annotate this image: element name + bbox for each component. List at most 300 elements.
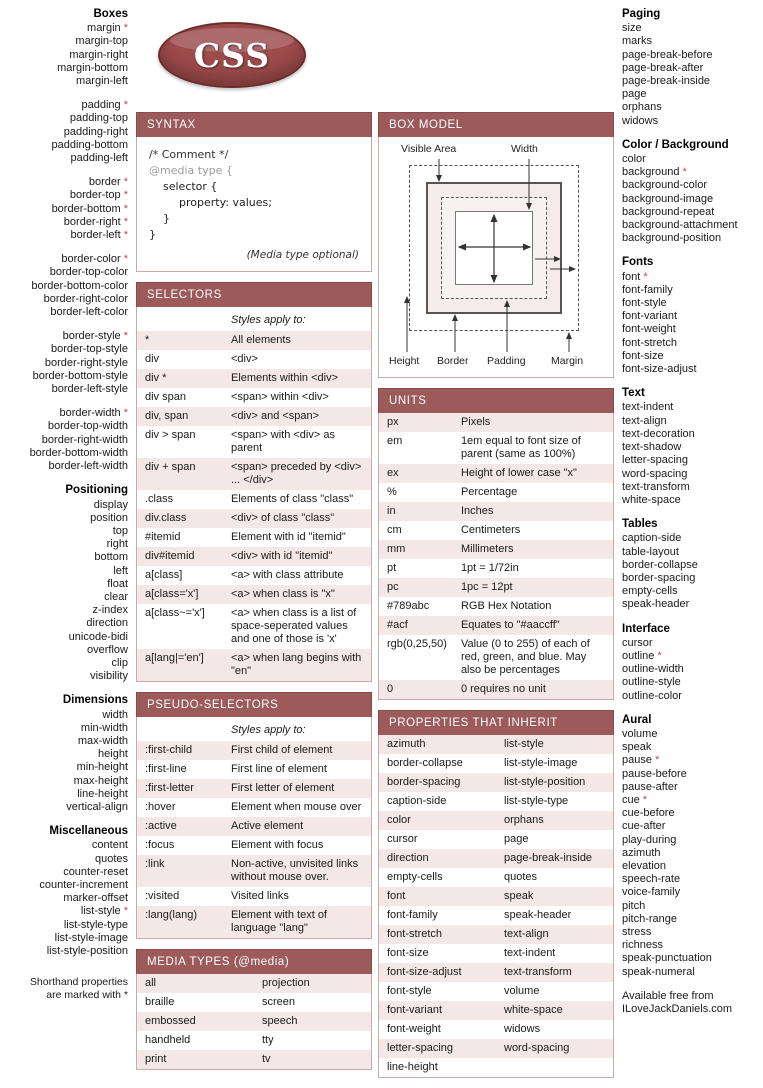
right-property-item: caption-side xyxy=(622,532,682,545)
unit-row xyxy=(379,559,613,578)
right-property-item: speak-punctuation xyxy=(622,952,712,965)
inherit-row-right: text-indent xyxy=(504,947,556,959)
unit-row xyxy=(379,483,613,502)
selector-row-desc: All elements xyxy=(223,331,371,350)
label-visible-area: Visible Area xyxy=(401,143,457,155)
left-property-group xyxy=(0,330,128,396)
selector-row-desc: <span> within <div> xyxy=(231,391,329,403)
selector-row xyxy=(137,369,371,388)
left-property-group-title: Boxes xyxy=(93,8,128,20)
unit-row xyxy=(379,578,613,597)
left-property-group xyxy=(0,825,128,958)
right-property-group xyxy=(622,623,763,703)
left-footer-line: Shorthand properties xyxy=(29,976,128,988)
left-property-item: margin * xyxy=(87,22,128,35)
right-property-item: text-indent xyxy=(622,401,674,414)
unit-row xyxy=(379,635,613,680)
inherit-row-right: white-space xyxy=(496,1001,613,1020)
right-property-group-title: Color / Background xyxy=(622,138,729,151)
unit-name: px xyxy=(379,413,453,432)
pseudo-selector-row-header xyxy=(137,717,371,741)
selector-row-desc: Element with id "itemid" xyxy=(231,531,346,543)
middle-column xyxy=(136,112,372,1080)
left-footer-line: are marked with * xyxy=(46,989,128,1001)
label-border: Border xyxy=(437,355,469,367)
empty-cell xyxy=(137,717,223,741)
selector-row-key: div > span xyxy=(145,429,196,441)
inherit-row xyxy=(379,811,613,830)
right-property-item: text-align xyxy=(622,414,667,427)
pseudo-selector-row-desc: Visited links xyxy=(231,890,289,902)
right-property-item: orphans xyxy=(622,101,662,114)
unit-row xyxy=(379,521,613,540)
selector-row xyxy=(137,458,371,490)
left-property-item: max-width xyxy=(77,734,128,747)
left-property-item: border * xyxy=(88,176,128,189)
right-property-item: size xyxy=(622,22,642,35)
right-property-group xyxy=(622,256,763,376)
right-property-item: cue-after xyxy=(622,820,666,833)
left-property-group xyxy=(0,176,128,242)
right-property-item: page-break-before xyxy=(622,48,713,61)
left-property-item: line-height xyxy=(77,787,128,800)
pseudo-selector-row-key: :first-line xyxy=(145,763,187,775)
unit-name: mm xyxy=(379,540,453,559)
left-property-item: right xyxy=(106,538,128,551)
selectors-panel xyxy=(136,282,372,682)
selector-row-desc: <span> preceded by <div> ... </div> xyxy=(223,458,371,490)
inherit-row-right: page-break-inside xyxy=(496,849,613,868)
right-property-item: background * xyxy=(622,166,687,179)
left-property-item: border-left * xyxy=(70,229,128,242)
pseudo-selectors-panel xyxy=(136,692,372,939)
unit-row xyxy=(379,597,613,616)
right-property-group xyxy=(622,518,763,611)
inherit-row-left: font-size-adjust xyxy=(379,963,496,982)
selector-row-desc: <a> with class attribute xyxy=(231,569,344,581)
inherit-row-right: text-align xyxy=(496,925,613,944)
left-property-item: min-height xyxy=(76,761,128,774)
inherit-row xyxy=(379,773,613,792)
unit-description: Height of lower case "x" xyxy=(453,464,613,483)
left-property-item: width xyxy=(102,708,128,721)
right-property-column xyxy=(622,8,763,990)
inherit-row-left: color xyxy=(379,811,496,830)
left-property-group xyxy=(0,694,128,814)
left-property-item: border-right-style xyxy=(44,356,128,369)
unit-row xyxy=(379,432,613,464)
selector-row xyxy=(137,566,371,585)
inherit-row-right: text-transform xyxy=(496,963,613,982)
inherit-row-left: empty-cells xyxy=(387,871,443,883)
selector-row-key: #itemid xyxy=(145,531,181,543)
syntax-line-property: property: values; xyxy=(179,196,272,209)
right-property-item: voice-family xyxy=(622,886,681,899)
selector-row-header xyxy=(137,307,371,331)
shorthand-star: * xyxy=(120,253,128,266)
right-property-item: cue-before xyxy=(622,807,675,820)
inherit-row xyxy=(379,830,613,849)
selector-row-key: .class xyxy=(145,493,174,505)
right-property-item: pitch-range xyxy=(622,912,678,925)
media-type-row xyxy=(137,1012,371,1031)
left-property-item: border-right-width xyxy=(41,433,128,446)
inherit-row-left: font-weight xyxy=(387,1023,441,1035)
shorthand-star: * xyxy=(120,176,128,189)
inherit-row xyxy=(379,1058,613,1077)
right-property-item: page-break-after xyxy=(622,61,704,74)
selector-row-key: div * xyxy=(137,369,223,388)
selectors-heading: SELECTORS xyxy=(136,282,372,307)
right-property-group xyxy=(622,387,763,507)
right-property-item: play-during xyxy=(622,833,677,846)
unit-name: % xyxy=(387,486,397,498)
right-property-item: font-stretch xyxy=(622,336,678,349)
inherit-row xyxy=(379,944,613,963)
inherit-row xyxy=(379,925,613,944)
left-property-item: list-style * xyxy=(80,905,128,918)
inherit-row xyxy=(379,754,613,773)
shorthand-star: * xyxy=(120,407,128,420)
inherit-row-right: widows xyxy=(504,1023,541,1035)
pseudo-selector-row-key: :first-letter xyxy=(137,779,223,798)
left-property-item: padding-right xyxy=(63,125,128,138)
unit-row xyxy=(379,464,613,483)
right-property-item: background-position xyxy=(622,232,722,245)
left-property-item: padding * xyxy=(81,99,128,112)
left-property-item: border-bottom-color xyxy=(31,279,128,292)
left-property-group xyxy=(0,253,128,319)
pseudo-selector-row xyxy=(137,779,371,798)
right-property-item: font-variant xyxy=(622,310,678,323)
pseudo-selector-row xyxy=(137,741,371,760)
pseudo-selectors-table xyxy=(137,717,371,938)
right-property-item: border-spacing xyxy=(622,571,696,584)
media-type-row-left: braille xyxy=(145,996,175,1008)
selector-row-desc: Elements of class "class" xyxy=(231,493,354,505)
selector-row xyxy=(137,528,371,547)
left-property-group xyxy=(0,8,128,88)
unit-description: 0 requires no unit xyxy=(453,680,613,699)
right-property-item: pause-before xyxy=(622,767,687,780)
pseudo-selector-row xyxy=(137,798,371,817)
left-footer xyxy=(0,976,128,1002)
box-model-arrows xyxy=(379,137,615,377)
left-property-group-title: Dimensions xyxy=(62,694,128,707)
inherit-row-left: cursor xyxy=(387,833,418,845)
box-model-diagram xyxy=(379,137,613,377)
label-padding: Padding xyxy=(487,355,526,367)
selector-row-desc: <div> xyxy=(231,353,258,365)
left-property-item: clear xyxy=(104,590,128,603)
left-property-item: padding-bottom xyxy=(51,138,128,151)
left-property-item: margin-right xyxy=(69,48,128,61)
right-property-item: background-attachment xyxy=(622,219,738,232)
media-types-table xyxy=(137,974,371,1069)
left-property-item: list-style-type xyxy=(63,918,128,931)
inherit-row-left: letter-spacing xyxy=(379,1039,496,1058)
left-property-item: border-left-width xyxy=(48,460,128,473)
selector-row-key: a[class='x'] xyxy=(137,585,223,604)
right-property-item: outline * xyxy=(622,649,662,662)
left-property-item: content xyxy=(91,839,128,852)
label-margin: Margin xyxy=(551,355,584,367)
selector-row-desc: <a> when lang begins with "en" xyxy=(223,649,371,681)
shorthand-star: * xyxy=(654,649,662,662)
inherit-row xyxy=(379,868,613,887)
pseudo-selector-row-key: :active xyxy=(137,817,223,836)
shorthand-star: * xyxy=(120,330,128,343)
right-property-group xyxy=(622,714,763,979)
selector-row-key: div + span xyxy=(137,458,223,490)
selector-row-key: a[class] xyxy=(145,569,183,581)
selector-row-key: * xyxy=(137,331,223,350)
left-property-item: max-height xyxy=(73,774,128,787)
pseudo-selector-row-key: :link xyxy=(137,855,223,887)
inherit-row-right: list-style xyxy=(496,735,613,754)
selector-row-key: div span xyxy=(145,391,186,403)
media-type-row xyxy=(137,993,371,1012)
inherit-row-right xyxy=(496,1058,613,1077)
media-type-row-right: speech xyxy=(254,1012,371,1031)
unit-name: in xyxy=(379,502,453,521)
media-type-row-left: embossed xyxy=(137,1012,254,1031)
right-property-group xyxy=(622,139,763,246)
left-property-group-title: Positioning xyxy=(65,484,128,497)
pseudo-selector-row xyxy=(137,855,371,887)
media-type-row-left: handheld xyxy=(145,1034,191,1046)
inherit-row-left: border-spacing xyxy=(379,773,496,792)
inherit-row-right: volume xyxy=(504,985,540,997)
selector-row-desc: <a> when class is a list of space-seperated values and one of those is 'x' xyxy=(231,607,357,645)
left-property-column xyxy=(0,8,128,969)
shorthand-star: * xyxy=(120,229,128,242)
right-property-item: speak-header xyxy=(622,598,690,611)
inherit-row-left: caption-side xyxy=(387,795,447,807)
right-property-item: volume xyxy=(622,727,658,740)
unit-name: #acf xyxy=(379,616,453,635)
unit-name: rgb(0,25,50) xyxy=(387,638,447,650)
right-footer-line: ILoveJackDaniels.com xyxy=(622,1003,733,1016)
inherit-row xyxy=(379,963,613,982)
inherit-row xyxy=(379,906,613,925)
selectors-table xyxy=(137,307,371,681)
right-property-item: speak-numeral xyxy=(622,965,695,978)
left-property-item: border-color * xyxy=(61,253,128,266)
unit-name: cm xyxy=(387,524,402,536)
logo-text: CSS xyxy=(193,35,271,75)
left-property-item: padding-top xyxy=(69,112,128,125)
unit-description: 1pc = 12pt xyxy=(453,578,613,597)
selector-row xyxy=(137,350,371,369)
inherit-row xyxy=(379,849,613,868)
left-property-item: min-width xyxy=(80,721,128,734)
right-property-item: font * xyxy=(622,270,648,283)
left-property-group xyxy=(0,99,128,165)
left-property-item: border-top-style xyxy=(50,343,128,356)
selector-row xyxy=(137,331,371,350)
selector-row-desc: Elements within <div> xyxy=(223,369,371,388)
pseudo-selector-row xyxy=(137,906,371,938)
inherit-table xyxy=(379,735,613,1077)
syntax-heading: SYNTAX xyxy=(136,112,372,137)
selector-row-key: div.class xyxy=(137,509,223,528)
right-property-item: font-style xyxy=(622,297,667,310)
pseudo-selector-row-desc: Non-active, unvisited links without mouse over. xyxy=(223,855,371,887)
left-property-group-title: Miscellaneous xyxy=(49,825,128,838)
inherit-row xyxy=(379,1001,613,1020)
right-property-item: pause * xyxy=(622,754,660,767)
left-property-item: border-top-color xyxy=(49,266,128,279)
selector-row-desc: <span> with <div> as parent xyxy=(231,429,335,454)
right-property-item: cursor xyxy=(622,636,653,649)
inherit-row xyxy=(379,792,613,811)
inherit-panel xyxy=(378,710,614,1078)
unit-name: pt xyxy=(387,562,397,574)
left-property-item: border-top * xyxy=(69,189,128,202)
syntax-line-close-media: } xyxy=(149,228,156,241)
unit-description: Inches xyxy=(453,502,613,521)
inherit-row-left: font-variant xyxy=(379,1001,496,1020)
right-property-group-title: Interface xyxy=(622,622,670,635)
right-property-item: cue * xyxy=(622,793,648,806)
units-panel xyxy=(378,388,614,700)
left-property-item: border-top-width xyxy=(47,420,128,433)
pseudo-selector-row-key: :visited xyxy=(145,890,180,902)
left-property-group xyxy=(0,484,128,683)
left-property-item: list-style-image xyxy=(54,931,128,944)
unit-description: RGB Hex Notation xyxy=(460,600,552,612)
right-property-group xyxy=(622,8,763,128)
units-table xyxy=(379,413,613,699)
syntax-code xyxy=(137,137,371,271)
inherit-row-right: list-style-image xyxy=(504,757,578,769)
right-property-item: background-repeat xyxy=(622,205,715,218)
right-property-item: empty-cells xyxy=(622,585,678,598)
left-property-item: height xyxy=(98,748,128,761)
unit-name: em xyxy=(387,435,403,447)
inherit-row-left: border-collapse xyxy=(387,757,463,769)
pseudo-selector-row-desc: Active element xyxy=(223,817,371,836)
unit-row xyxy=(379,540,613,559)
media-type-row xyxy=(137,1031,371,1050)
right-property-item: background-color xyxy=(622,179,707,192)
inherit-row-right: page xyxy=(504,833,529,845)
right-property-item: page-break-inside xyxy=(622,75,711,88)
pseudo-selector-row xyxy=(137,760,371,779)
right-property-item: font-weight xyxy=(622,323,676,336)
pseudo-selector-row xyxy=(137,836,371,855)
pseudo-selector-row-desc: Element with text of language "lang" xyxy=(223,906,371,938)
pseudo-selectors-heading: PSEUDO-SELECTORS xyxy=(136,692,372,717)
unit-name: ex xyxy=(379,464,453,483)
inherit-row-left: line-height xyxy=(387,1061,438,1073)
inherit-row xyxy=(379,735,613,754)
pseudo-selector-row-desc: First line of element xyxy=(231,763,327,775)
shorthand-star: * xyxy=(120,99,128,112)
inherit-row-left: font-size xyxy=(387,947,429,959)
inherit-row-left: font-stretch xyxy=(379,925,496,944)
unit-row xyxy=(379,680,613,699)
syntax-panel xyxy=(136,112,372,272)
right-property-item: background-image xyxy=(622,192,714,205)
unit-description: 1em equal to font size of parent (same as 100%) xyxy=(460,435,581,460)
right-property-item: font-size-adjust xyxy=(622,363,697,376)
selector-row-key: a[lang|='en'] xyxy=(137,649,223,681)
right-property-item: text-decoration xyxy=(622,427,695,440)
selector-row xyxy=(137,407,371,426)
pseudo-selector-row xyxy=(137,817,371,836)
left-property-item: left xyxy=(113,564,128,577)
right-property-item: speak xyxy=(622,741,652,754)
left-property-item: overflow xyxy=(87,643,128,656)
unit-description: Millimeters xyxy=(453,540,613,559)
media-type-row-right: projection xyxy=(254,974,371,993)
left-property-item: clip xyxy=(111,656,128,669)
right-property-item: outline-style xyxy=(622,676,681,689)
label-height: Height xyxy=(389,355,420,367)
left-property-item: list-style-position xyxy=(46,945,128,957)
pseudo-selector-row-desc: Element when mouse over xyxy=(231,801,362,813)
right-property-item: color xyxy=(622,153,646,166)
right-property-item: pitch xyxy=(622,899,646,912)
column-header: Styles apply to: xyxy=(231,314,306,326)
inherit-row xyxy=(379,1020,613,1039)
right-property-item: richness xyxy=(622,939,663,952)
left-property-item: border-width * xyxy=(59,407,128,420)
shorthand-star: * xyxy=(639,793,648,806)
pseudo-selector-row-desc: First letter of element xyxy=(223,779,371,798)
selector-row xyxy=(137,490,371,509)
left-property-item: float xyxy=(107,577,128,590)
box-model-panel xyxy=(378,112,614,378)
inherit-row-right: speak-header xyxy=(504,909,572,921)
shorthand-star: * xyxy=(651,754,660,767)
selector-row xyxy=(137,426,371,458)
shorthand-star: * xyxy=(120,22,128,35)
right-footer-line: Available free from xyxy=(622,990,714,1002)
selector-row-key: div#itemid xyxy=(137,547,223,566)
left-property-item: bottom xyxy=(94,551,128,564)
right-property-item: white-space xyxy=(622,493,681,506)
left-property-item: border-left-color xyxy=(50,306,128,319)
syntax-line-close-selector: } xyxy=(163,212,170,225)
right-property-group-title: Tables xyxy=(622,518,658,531)
selector-row xyxy=(137,388,371,407)
right-property-item: letter-spacing xyxy=(622,454,689,467)
right-property-group-title: Paging xyxy=(622,8,661,20)
right-property-item: table-layout xyxy=(622,545,679,558)
right-property-item: speech-rate xyxy=(622,873,681,886)
right-property-item: word-spacing xyxy=(622,467,688,480)
inherit-row xyxy=(379,1039,613,1058)
unit-description: Pixels xyxy=(453,413,613,432)
unit-name: 0 xyxy=(379,680,453,699)
left-property-item: z-index xyxy=(92,604,128,617)
unit-name: pc xyxy=(379,578,453,597)
syntax-note: (Media type optional) xyxy=(246,249,359,261)
media-types-heading: MEDIA TYPES (@media) xyxy=(136,949,372,974)
left-property-item: margin-left xyxy=(76,75,128,88)
shorthand-star: * xyxy=(120,202,128,215)
left-property-item: border-bottom * xyxy=(51,202,128,215)
inherit-row-left: font-style xyxy=(387,985,432,997)
right-property-item: font-size xyxy=(622,349,664,362)
left-property-item: border-style * xyxy=(62,330,128,343)
left-property-item: vertical-align xyxy=(66,800,128,813)
right-property-item: widows xyxy=(622,114,659,127)
inherit-row-right: orphans xyxy=(496,811,613,830)
